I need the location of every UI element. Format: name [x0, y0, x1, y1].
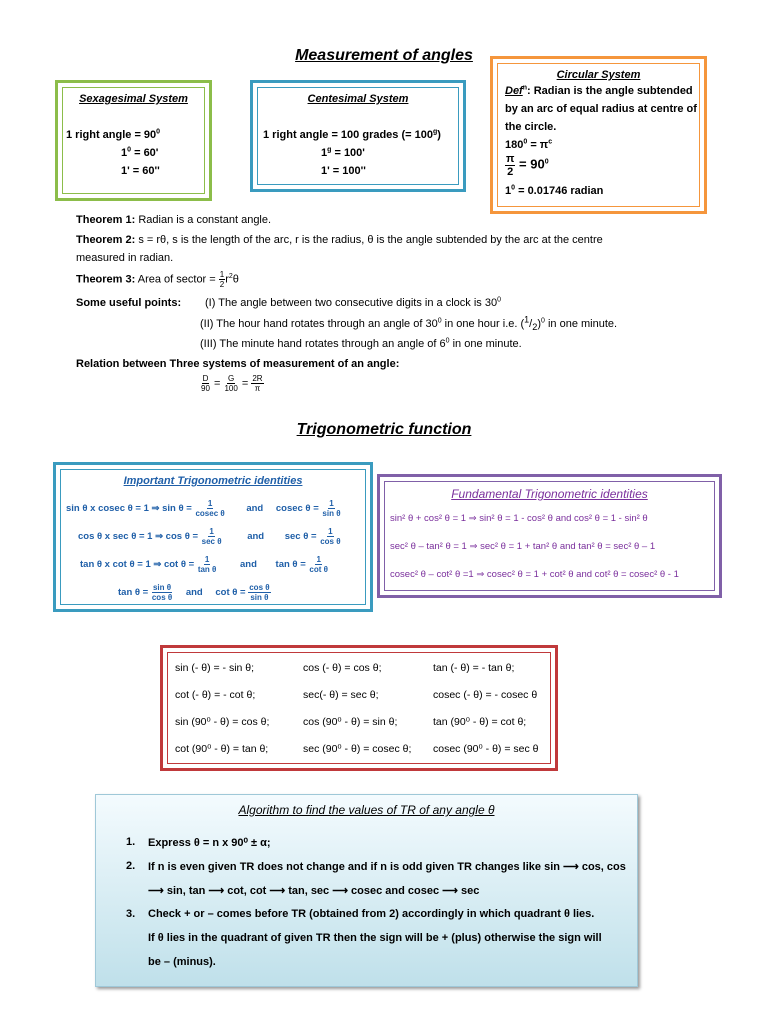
algorithm-step-2-number: 2. — [126, 860, 136, 872]
relation-formula: $\frac{D}{90}$ = $\frac{G}{100}$ = $\frac{2R}{\pi}$ — [201, 374, 263, 393]
centesimal-title: Centesimal System — [307, 93, 409, 105]
fundamental-line-3: cosec² θ – cot² θ =1 ⇒ cosec² θ = 1 + cot² θ and cot² θ = cosec² θ - 1 — [390, 569, 679, 580]
table-row — [175, 708, 548, 735]
theorem-2-cont: measured in radian. — [76, 252, 174, 264]
important-identities-box — [53, 462, 373, 612]
centesimal-line-2: $1^g = 100'$ — [321, 146, 365, 159]
table-cell: sec (90⁰ - θ) = cosec θ; — [303, 742, 412, 755]
identity-row-1: sin θ x cosec θ = 1 ⇒ sin θ = $\frac{1}{\text{cosec θ}}$ and cosec θ = $\frac{1}{\text{sin θ}}$ — [66, 499, 341, 518]
table-cell: cot (- θ) = - cot θ; — [175, 688, 256, 701]
circular-box — [490, 56, 707, 214]
table-cell: cos (90⁰ - θ) = sin θ; — [303, 715, 398, 728]
page-title: Measurement of angles — [295, 47, 473, 64]
table-cell: sec(- θ) = sec θ; — [303, 688, 379, 701]
circular-title: Circular System — [556, 69, 641, 81]
useful-point-2: (II) The hour hand rotates through an angle of $30^0$ in one hour i.e. $(^1/_2)^0$ in one minute. — [200, 314, 618, 333]
identity-row-3: tan θ x cot θ = 1 ⇒ cot θ = $\frac{1}{\text{tan θ}}$ and tan θ = $\frac{1}{\text{cot θ}}$ — [80, 555, 328, 574]
table-row — [175, 654, 548, 681]
table-cell: tan (90⁰ - θ) = cot θ; — [433, 715, 527, 728]
important-identities-title: Important Trigonometric identities — [123, 475, 303, 487]
circular-def-line-3: the circle. — [505, 121, 557, 133]
algorithm-step-2-cont: ⟶ sin, tan ⟶ cot, cot ⟶ tan, sec ⟶ cosec and cosec ⟶ sec — [148, 885, 480, 897]
algorithm-step-3-cont-1: If θ lies in the quadrant of given TR then the sign will be + (plus) otherwise the sign will — [148, 932, 602, 944]
algorithm-step-3: Check + or – comes before TR (obtained from 2) accordingly in which quadrant θ lies. — [148, 908, 595, 920]
table-cell: cosec (- θ) = - cosec θ — [433, 688, 538, 701]
centesimal-box — [250, 80, 466, 192]
table-cell: cosec (90⁰ - θ) = sec θ — [433, 742, 539, 755]
fundamental-identities-title: Fundamental Trigonometric identities — [451, 487, 648, 501]
table-cell: sin (- θ) = - sin θ; — [175, 661, 255, 674]
fundamental-line-2: sec² θ – tan² θ = 1 ⇒ sec² θ = 1 + tan² θ and tan² θ = sec² θ – 1 — [390, 541, 656, 552]
table-cell: cot (90⁰ - θ) = tan θ; — [175, 742, 269, 755]
useful-point-1: (I) The angle between two consecutive digits in a clock is $30^0$ — [205, 296, 501, 309]
useful-point-3: (III) The minute hand rotates through an angle of $6^0$ in one minute. — [200, 337, 522, 350]
circular-def: Def$^n$: Radian is the angle subtended — [505, 84, 693, 97]
sexagesimal-box — [55, 80, 212, 201]
identities-table-box — [160, 645, 558, 771]
centesimal-line-1: 1 right angle = 100 grades (= $100^g$) — [263, 128, 441, 141]
circular-eq-1: $180^0 = \pi^c$ — [505, 138, 553, 151]
identity-row-4: tan θ = $\frac{\text{sin θ}}{\text{cos θ}}$ and cot θ = $\frac{\text{cos θ}}{\text{sin θ}}$ — [118, 583, 270, 602]
algorithm-step-1-number: 1. — [126, 836, 136, 848]
fundamental-line-1: sin² θ + cos² θ = 1 ⇒ sin² θ = 1 - cos² θ and cos² θ = 1 - sin² θ — [390, 513, 648, 524]
table-cell: tan (- θ) = - tan θ; — [433, 661, 515, 674]
identities-table — [175, 654, 548, 762]
theorem-3: Theorem 3: Area of sector = $\frac{1}{2}$ $r^2\theta$ — [76, 270, 239, 289]
relation-label: Relation between Three systems of measurement of an angle: — [76, 358, 400, 370]
fundamental-identities-box — [377, 474, 722, 598]
theorem-2: Theorem 2: s = rθ, s is the length of the arc, r is the radius, θ is the angle subtended by the arc at the centre — [76, 234, 603, 246]
table-cell: cos (- θ) = cos θ; — [303, 661, 382, 674]
algorithm-step-3-number: 3. — [126, 908, 136, 920]
algorithm-title: Algorithm to find the values of TR of any angle θ — [238, 803, 495, 817]
algorithm-box — [95, 794, 638, 987]
algorithm-step-2: If n is even given TR does not change and if n is odd given TR changes like sin ⟶ cos, cos — [148, 861, 626, 873]
circular-def-line-2: by an arc of equal radius at centre of — [505, 103, 697, 115]
section-title-trig: Trigonometric function — [296, 421, 472, 438]
circular-eq-2: $\frac{\pi}{2}$ = $90^0$ — [506, 153, 549, 178]
theorem-1: Theorem 1: Radian is a constant angle. — [76, 214, 272, 226]
table-row — [175, 681, 548, 708]
sexagesimal-line-1: 1 right angle = $90^0$ — [66, 128, 161, 141]
useful-points-label: Some useful points: — [76, 297, 182, 309]
sexagesimal-line-3: 1' = 60'' — [121, 165, 160, 177]
sexagesimal-line-2: $1^0 = 60'$ — [121, 146, 159, 159]
table-row — [175, 735, 548, 762]
identity-row-2: cos θ x sec θ = 1 ⇒ cos θ = $\frac{1}{\text{sec θ}}$ and sec θ = $\frac{1}{\text{cos θ}}$ — [78, 527, 341, 546]
centesimal-line-3: 1' = 100'' — [321, 165, 366, 177]
table-cell: sin (90⁰ - θ) = cos θ; — [175, 715, 270, 728]
circular-eq-3: $1^0 = 0.01746$ radian — [505, 184, 604, 197]
algorithm-step-1: Express θ = n x 90⁰ ± α; — [148, 837, 271, 849]
sexagesimal-title: Sexagesimal System — [79, 93, 188, 105]
algorithm-step-3-cont-2: be – (minus). — [148, 956, 216, 968]
